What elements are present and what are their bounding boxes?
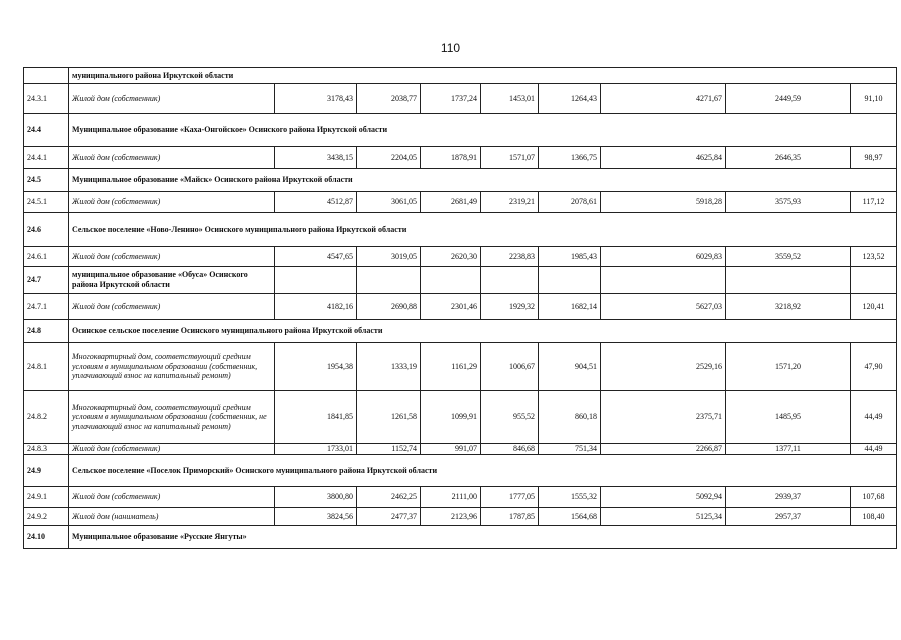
row-number: 24.9.1 xyxy=(24,487,69,508)
value-cell: 2038,77 xyxy=(357,84,421,114)
row-number: 24.5 xyxy=(24,169,69,192)
row-name: Многоквартирный дом, соответствующий средним условиям в муниципальном образовании (собственник, не уплачивающий взнос на капитальный ремонт) xyxy=(69,391,275,444)
value-cell: 2620,30 xyxy=(421,247,481,267)
row-number: 24.7 xyxy=(24,267,69,294)
table-row xyxy=(24,114,897,147)
value-cell: 98,97 xyxy=(851,147,897,169)
value-cell xyxy=(481,267,539,294)
row-number: 24.8.3 xyxy=(24,444,69,455)
value-cell: 2690,88 xyxy=(357,294,421,320)
row-number: 24.6 xyxy=(24,213,69,247)
table-row xyxy=(24,213,897,247)
value-cell: 3218,92 xyxy=(726,294,851,320)
value-cell: 3178,43 xyxy=(275,84,357,114)
row-number: 24.8.2 xyxy=(24,391,69,444)
tariff-table xyxy=(23,67,897,549)
value-cell: 4182,16 xyxy=(275,294,357,320)
value-cell: 3559,52 xyxy=(726,247,851,267)
value-cell: 860,18 xyxy=(539,391,601,444)
value-cell: 1564,68 xyxy=(539,508,601,526)
value-cell: 3019,05 xyxy=(357,247,421,267)
value-cell: 846,68 xyxy=(481,444,539,455)
value-cell: 3824,56 xyxy=(275,508,357,526)
value-cell: 1571,07 xyxy=(481,147,539,169)
table-row xyxy=(24,192,897,213)
value-cell: 2111,00 xyxy=(421,487,481,508)
value-cell: 1453,01 xyxy=(481,84,539,114)
row-number: 24.9.2 xyxy=(24,508,69,526)
value-cell xyxy=(275,267,357,294)
row-name: Многоквартирный дом, соответствующий средним условиям в муниципальном образовании (собственник, уплачивающий взнос на капитальный ремонт) xyxy=(69,343,275,391)
table-row xyxy=(24,147,897,169)
value-cell: 1841,85 xyxy=(275,391,357,444)
table-row xyxy=(24,487,897,508)
value-cell: 2301,46 xyxy=(421,294,481,320)
row-name: Жилой дом (собственник) xyxy=(69,487,275,508)
value-cell: 1733,01 xyxy=(275,444,357,455)
value-cell: 123,52 xyxy=(851,247,897,267)
value-cell: 4625,84 xyxy=(601,147,726,169)
value-cell: 108,40 xyxy=(851,508,897,526)
section-name: муниципального района Иркутской области xyxy=(69,68,897,84)
value-cell: 2462,25 xyxy=(357,487,421,508)
value-cell: 1737,24 xyxy=(421,84,481,114)
value-cell: 2646,35 xyxy=(726,147,851,169)
table-row xyxy=(24,343,897,391)
value-cell: 955,52 xyxy=(481,391,539,444)
row-name: Жилой дом (собственник) xyxy=(69,147,275,169)
table-row xyxy=(24,247,897,267)
value-cell: 2939,37 xyxy=(726,487,851,508)
row-number: 24.3.1 xyxy=(24,84,69,114)
value-cell: 47,90 xyxy=(851,343,897,391)
value-cell: 5092,94 xyxy=(601,487,726,508)
value-cell: 1264,43 xyxy=(539,84,601,114)
value-cell: 2529,16 xyxy=(601,343,726,391)
value-cell: 991,07 xyxy=(421,444,481,455)
table-row xyxy=(24,391,897,444)
section-name: Муниципальное образование «Каха-Онгойское» Осинского района Иркутской области xyxy=(69,114,897,147)
value-cell: 3061,05 xyxy=(357,192,421,213)
value-cell: 1571,20 xyxy=(726,343,851,391)
value-cell: 2319,21 xyxy=(481,192,539,213)
page-number: 110 xyxy=(440,41,461,55)
row-name: Жилой дом (собственник) xyxy=(69,247,275,267)
value-cell: 1878,91 xyxy=(421,147,481,169)
section-name: Муниципальное образование «Майск» Осинского района Иркутской области xyxy=(69,169,897,192)
value-cell: 4512,87 xyxy=(275,192,357,213)
section-name: муниципальное образование «Обуса» Осинского района Иркутской области xyxy=(69,267,275,294)
value-cell: 904,51 xyxy=(539,343,601,391)
value-cell: 2477,37 xyxy=(357,508,421,526)
value-cell: 1985,43 xyxy=(539,247,601,267)
value-cell: 44,49 xyxy=(851,391,897,444)
value-cell: 120,41 xyxy=(851,294,897,320)
value-cell: 1929,32 xyxy=(481,294,539,320)
table-row xyxy=(24,169,897,192)
value-cell: 1366,75 xyxy=(539,147,601,169)
row-number: 24.8.1 xyxy=(24,343,69,391)
value-cell: 2204,05 xyxy=(357,147,421,169)
value-cell: 4271,67 xyxy=(601,84,726,114)
value-cell xyxy=(726,267,851,294)
table-row xyxy=(24,84,897,114)
table-row xyxy=(24,526,897,549)
section-name: Осинское сельское поселение Осинского муниципального района Иркутской области xyxy=(69,320,897,343)
row-number: 24.4 xyxy=(24,114,69,147)
section-name: Муниципальное образование «Русские Янгуты» xyxy=(69,526,897,549)
value-cell: 3575,93 xyxy=(726,192,851,213)
row-number: 24.9 xyxy=(24,455,69,487)
row-number: 24.8 xyxy=(24,320,69,343)
table-row xyxy=(24,455,897,487)
value-cell xyxy=(601,267,726,294)
row-name: Жилой дом (наниматель) xyxy=(69,508,275,526)
table-row xyxy=(24,508,897,526)
value-cell: 44,49 xyxy=(851,444,897,455)
value-cell: 1152,74 xyxy=(357,444,421,455)
table-row xyxy=(24,267,897,294)
value-cell: 1377,11 xyxy=(726,444,851,455)
value-cell: 1099,91 xyxy=(421,391,481,444)
value-cell: 5125,34 xyxy=(601,508,726,526)
value-cell: 91,10 xyxy=(851,84,897,114)
row-name: Жилой дом (собственник) xyxy=(69,84,275,114)
value-cell: 1261,58 xyxy=(357,391,421,444)
value-cell: 2266,87 xyxy=(601,444,726,455)
row-number: 24.7.1 xyxy=(24,294,69,320)
value-cell xyxy=(421,267,481,294)
value-cell: 117,12 xyxy=(851,192,897,213)
value-cell: 107,68 xyxy=(851,487,897,508)
value-cell: 2078,61 xyxy=(539,192,601,213)
value-cell: 5918,28 xyxy=(601,192,726,213)
row-number: 24.10 xyxy=(24,526,69,549)
table-row xyxy=(24,320,897,343)
section-name: Сельское поселение «Поселок Приморский» Осинского муниципального района Иркутской области xyxy=(69,455,897,487)
value-cell: 4547,65 xyxy=(275,247,357,267)
value-cell: 1006,67 xyxy=(481,343,539,391)
value-cell: 1787,85 xyxy=(481,508,539,526)
value-cell: 2957,37 xyxy=(726,508,851,526)
value-cell: 1555,32 xyxy=(539,487,601,508)
row-name: Жилой дом (собственник) xyxy=(69,444,275,455)
value-cell: 1777,05 xyxy=(481,487,539,508)
row-number: 24.4.1 xyxy=(24,147,69,169)
value-cell: 2681,49 xyxy=(421,192,481,213)
value-cell: 1682,14 xyxy=(539,294,601,320)
value-cell: 3438,15 xyxy=(275,147,357,169)
row-number: 24.5.1 xyxy=(24,192,69,213)
value-cell: 2123,96 xyxy=(421,508,481,526)
value-cell xyxy=(357,267,421,294)
value-cell: 2238,83 xyxy=(481,247,539,267)
row-number xyxy=(24,68,69,84)
value-cell: 1161,29 xyxy=(421,343,481,391)
table-row xyxy=(24,294,897,320)
value-cell: 2375,71 xyxy=(601,391,726,444)
value-cell: 751,34 xyxy=(539,444,601,455)
table-row xyxy=(24,68,897,84)
section-name: Сельское поселение «Ново-Ленино» Осинского муниципального района Иркутской области xyxy=(69,213,897,247)
table-body xyxy=(24,68,897,549)
table-row xyxy=(24,444,897,455)
value-cell: 1485,95 xyxy=(726,391,851,444)
value-cell xyxy=(539,267,601,294)
row-number: 24.6.1 xyxy=(24,247,69,267)
value-cell: 3800,80 xyxy=(275,487,357,508)
value-cell: 6029,83 xyxy=(601,247,726,267)
value-cell: 1333,19 xyxy=(357,343,421,391)
value-cell: 1954,38 xyxy=(275,343,357,391)
row-name: Жилой дом (собственник) xyxy=(69,192,275,213)
value-cell: 5627,03 xyxy=(601,294,726,320)
value-cell: 2449,59 xyxy=(726,84,851,114)
value-cell xyxy=(851,267,897,294)
row-name: Жилой дом (собственник) xyxy=(69,294,275,320)
